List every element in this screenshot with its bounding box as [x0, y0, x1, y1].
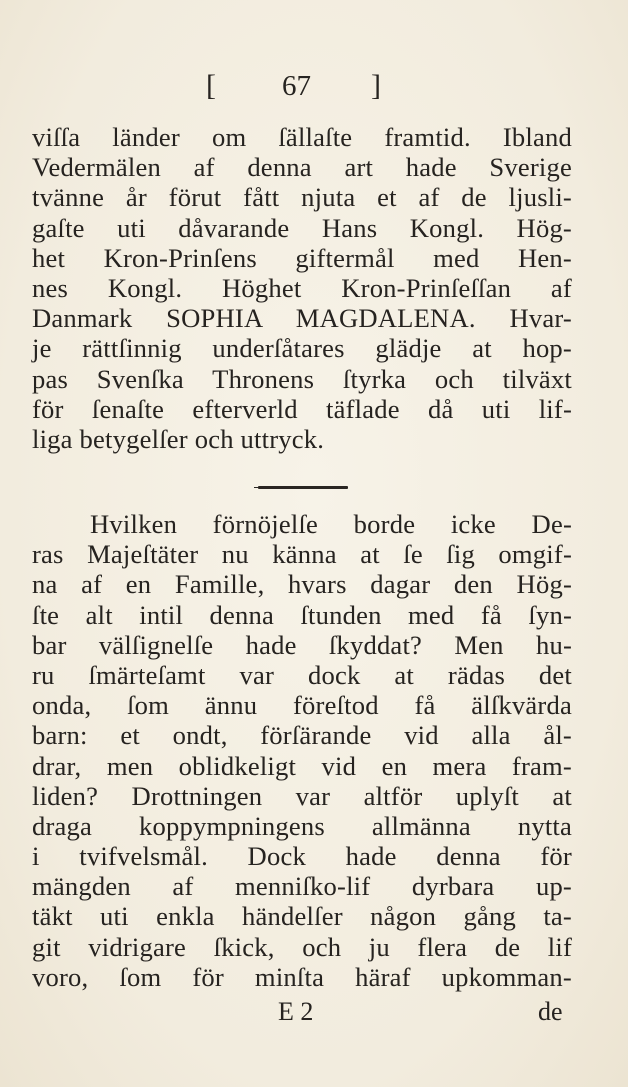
text-line: liga betygelſer och uttryck. — [32, 423, 325, 454]
signature-mark: E 2 — [278, 997, 314, 1026]
paragraph-2 — [32, 509, 572, 992]
text-line: Danmark SOPHIA MAGDALENA. Hvar- — [32, 303, 572, 334]
text-line: onda, ſom ännu föreſtod få älſkvärda — [32, 690, 572, 721]
text-line: Vedermälen af denna art hade Sverige — [32, 152, 572, 183]
text-line: voro, ſom för minſta häraf upkomman- — [32, 961, 572, 992]
text-line: för ſenaſte efterverld täflade då uti lif- — [32, 393, 572, 424]
text-line: git vidrigare ſkick, och ju flera de lif — [32, 931, 572, 962]
text-line: drar, men oblidkeligt vid en mera fram- — [32, 750, 572, 781]
text-line: gaſte uti dåvarande Hans Kongl. Hög- — [32, 212, 572, 243]
text-line: tvänne år förut fått njuta et af de ljusli- — [32, 182, 572, 213]
text-line: je rättſinnig underſåtares glädje at hop- — [32, 333, 572, 364]
header-bracket-right: ] — [371, 69, 381, 102]
page-number: 67 — [282, 70, 311, 102]
text-line: täkt uti enkla händelſer någon gång ta- — [32, 901, 572, 932]
text-line: het Kron-Prinſens giftermål med Hen- — [32, 242, 572, 273]
text-line: bar välſignelſe hade ſkyddat? Men hu- — [32, 629, 572, 660]
text-line: mängden af menniſko-lif dyrbara up- — [32, 871, 572, 902]
text-line: viſſa länder om ſällaſte framtid. Ibland — [32, 122, 572, 152]
text-line: ſte alt intil denna ſtunden med få ſyn- — [32, 599, 572, 630]
section-divider — [258, 486, 348, 489]
page-header — [0, 66, 628, 106]
text-line: i tvifvelsmål. Dock hade denna för — [32, 841, 572, 872]
paragraph-1 — [32, 122, 572, 454]
header-bracket-left: [ — [206, 69, 216, 102]
text-line: ras Majeſtäter nu känna at ſe ſig omgif- — [32, 539, 572, 570]
text-line: na af en Famille, hvars dagar den Hög- — [32, 569, 572, 600]
text-line: liden? Drottningen var altför uplyſt at — [32, 780, 572, 811]
text-line: ru ſmärteſamt var dock at rädas det — [32, 659, 572, 690]
catchword: de — [538, 997, 563, 1026]
text-line: barn: et ondt, förſärande vid alla ål- — [32, 720, 572, 751]
text-line: Hvilken förnöjelſe borde icke De- — [90, 509, 572, 539]
text-line: pas Svenſka Thronens ſtyrka och tilväxt — [32, 363, 572, 394]
text-line: nes Kongl. Höghet Kron-Prinſeſſan af — [32, 272, 572, 303]
text-line: draga koppympningens allmänna nytta — [32, 810, 572, 841]
page-footer — [0, 996, 628, 1030]
